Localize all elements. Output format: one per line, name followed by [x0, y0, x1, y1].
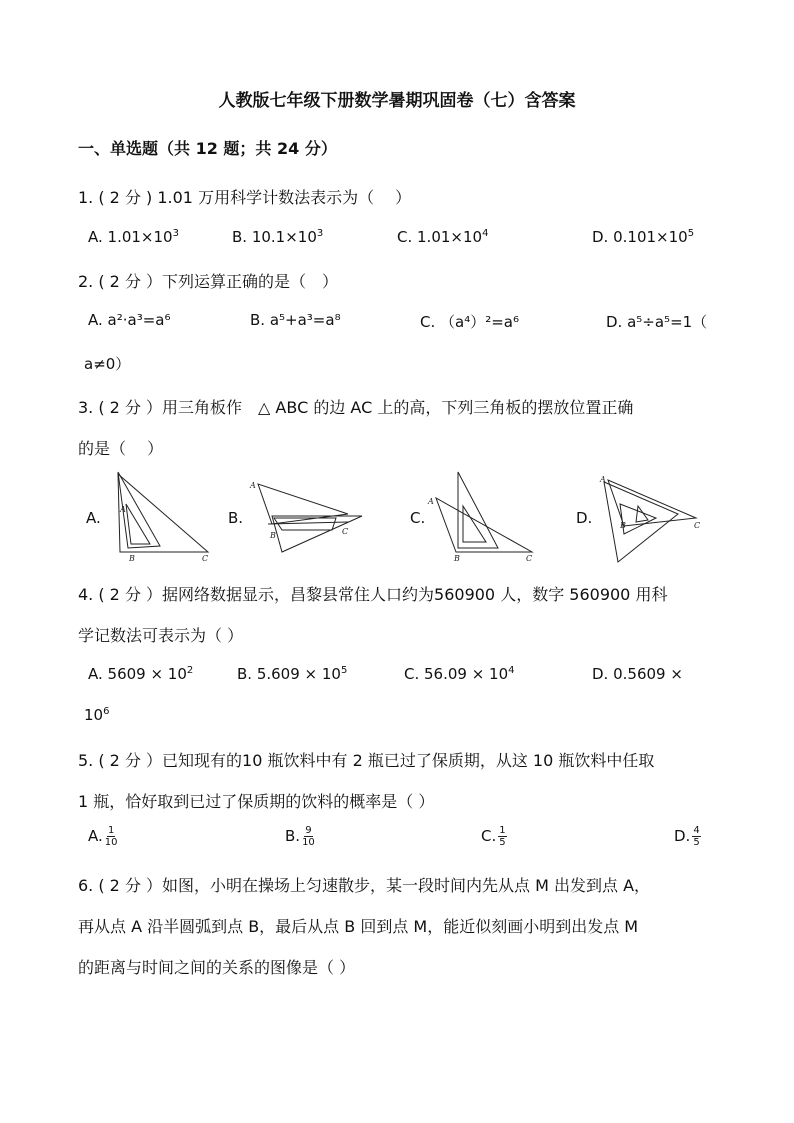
- fig-b-vertex-a: A: [250, 481, 256, 490]
- fraction: $\frac{4}{5}$: [693, 825, 700, 848]
- q3-figure-d: [596, 470, 708, 564]
- question-5-stem-line1: 5. ( 2 分 ）已知现有的10 瓶饮料中有 2 瓶已过了保质期，从这 10 瓶饮料中任取: [78, 751, 655, 770]
- q3-figure-a: [106, 468, 212, 564]
- q5-option-c[interactable]: C. $\frac{1}{5}$: [481, 825, 506, 848]
- fig-d-vertex-a: A: [600, 475, 606, 484]
- page-title: 人教版七年级下册数学暑期巩固卷（七）含答案: [218, 91, 576, 111]
- q5-option-a[interactable]: A. $\frac{1}{10}$: [88, 825, 118, 848]
- fig-c-vertex-c: C: [526, 554, 533, 563]
- q2-option-a[interactable]: A. a²·a³=a⁶: [88, 311, 171, 329]
- q1-option-b[interactable]: B. $10.1\times 10^3$: [232, 228, 324, 246]
- q5-option-b[interactable]: B. $\frac{9}{10}$: [285, 825, 315, 848]
- fraction: $\frac{9}{10}$: [302, 825, 315, 848]
- fig-c-vertex-b: B: [454, 554, 460, 563]
- q4-option-a[interactable]: A. $5609 \times 10^2$: [88, 665, 194, 683]
- question-2-stem: 2. ( 2 分 ）下列运算正确的是（ ）: [78, 272, 339, 291]
- fig-b-vertex-b: B: [270, 531, 276, 540]
- q2-option-d[interactable]: D. a⁵÷a⁵=1（: [606, 313, 708, 331]
- question-3-stem-line1: 3. ( 2 分 ）用三角板作 △ ABC 的边 AC 上的高，下列三角板的摆放位置正确: [78, 398, 634, 417]
- question-6-stem-line1: 6. ( 2 分 ）如图，小明在操场上匀速散步，某一段时间内先从点 M 出发到点 A，: [78, 876, 651, 895]
- q3-figure-b: [244, 478, 366, 554]
- fig-d-vertex-b: B: [620, 521, 626, 530]
- question-6-stem-line2: 再从点 A 沿半圆弧到点 B，最后从点 B 回到点 M，能近似刻画小明到出发点 M: [78, 917, 639, 936]
- question-4-stem-line1: 4. ( 2 分 ）据网络数据显示，昌黎县常住人口约为560900 人，数字 560900 用科: [78, 585, 668, 604]
- section-heading: 一、单选题（共 12 题；共 24 分）: [78, 139, 337, 158]
- q5-option-d[interactable]: D. $\frac{4}{5}$: [674, 825, 700, 848]
- q1-option-a[interactable]: A. $1.01\times 10^3$: [88, 228, 179, 246]
- question-6-stem-line3: 的距离与时间之间的关系的图像是（ ）: [78, 958, 356, 977]
- q3-option-c-label[interactable]: C.: [410, 509, 426, 527]
- q2-option-d-continued: a≠0）: [84, 355, 131, 373]
- q2-option-b[interactable]: B. a⁵+a³=a⁸: [250, 311, 341, 329]
- question-5-stem-line2: 1 瓶，恰好取到已过了保质期的饮料的概率是（ ）: [78, 792, 435, 811]
- q3-figure-c: [426, 468, 540, 564]
- fig-c-vertex-a: A: [428, 497, 434, 506]
- fig-d-vertex-c: C: [694, 521, 701, 530]
- fig-a-vertex-a: A: [120, 505, 126, 514]
- fig-a-vertex-b: B: [129, 554, 135, 563]
- question-3-stem-line2: 的是（ ）: [78, 439, 164, 458]
- q4-option-d[interactable]: D. 0.5609 ×: [592, 665, 683, 683]
- q3-option-b-label[interactable]: B.: [228, 509, 244, 527]
- question-4-stem-line2: 学记数法可表示为（ ）: [78, 626, 244, 645]
- q1-option-c[interactable]: C. $1.01\times 10^4$: [397, 228, 489, 246]
- q3-option-d-label[interactable]: D.: [576, 509, 593, 527]
- q4-option-d-continued: $10^6$: [84, 706, 110, 724]
- q4-option-b[interactable]: B. $5.609 \times 10^5$: [237, 665, 348, 683]
- q3-option-a-label[interactable]: A.: [86, 509, 101, 527]
- q1-option-d[interactable]: D. $0.101\times 10^5$: [592, 228, 695, 246]
- q2-option-c[interactable]: C. （a⁴）²=a⁶: [420, 313, 520, 331]
- question-1-stem: 1. ( 2 分 ) 1.01 万用科学计数法表示为（ ）: [78, 188, 412, 207]
- fig-b-vertex-c: C: [342, 527, 349, 536]
- q4-option-c[interactable]: C. $56.09 \times 10^4$: [404, 665, 515, 683]
- fig-a-vertex-c: C: [202, 554, 209, 563]
- fraction: $\frac{1}{10}$: [104, 825, 118, 848]
- fraction: $\frac{1}{5}$: [499, 825, 506, 848]
